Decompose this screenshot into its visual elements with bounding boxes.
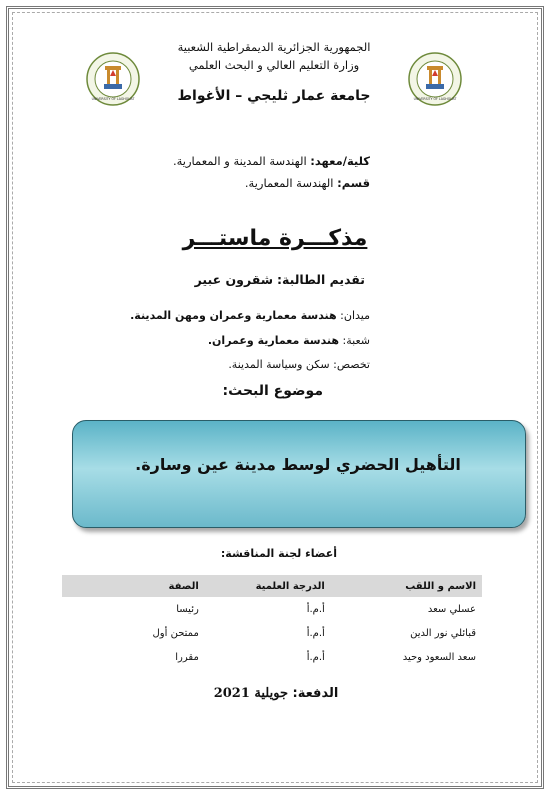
student-label: تقديم الطالبة: — [277, 272, 365, 287]
member-role: رئيسا — [176, 603, 199, 615]
member-role: مقررا — [175, 651, 199, 663]
branch-value: هندسة معمارية وعمران. — [207, 334, 340, 347]
branch-line — [50, 334, 370, 347]
committee-title: أعضاء لجنة المناقشة: — [220, 547, 337, 560]
logo-text-right: UNIVERSITY OF LAGHOUAT — [413, 97, 457, 101]
topic-label: موضوع البحث: — [222, 383, 323, 399]
cohort-value: جويلية 2021 — [213, 686, 288, 701]
committee-header-row — [62, 575, 482, 597]
committee-table — [62, 575, 482, 669]
member-name: قبائلي نور الدين — [410, 627, 476, 639]
topic-title: التأهيل الحضري لوسط مدينة عين وسارة. — [135, 455, 461, 474]
table-row — [62, 597, 482, 621]
cohort-line — [176, 686, 376, 701]
department-label: قسم: — [337, 176, 370, 190]
table-row — [62, 621, 482, 645]
faculty-line — [70, 154, 370, 168]
member-name: عسلي سعد — [427, 603, 476, 615]
student-name: شقرون عبير — [194, 272, 274, 287]
member-degree: أ.م.أ — [306, 603, 325, 615]
specialty-line — [50, 358, 370, 371]
header-name: الاسم و اللقب — [331, 575, 482, 597]
faculty-label: كلية/معهد: — [310, 154, 370, 168]
logo-text-left: UNIVERSITY OF LAGHOUAT — [91, 97, 135, 101]
member-name: سعد السعود وحيد — [402, 651, 476, 663]
cohort-label: الدفعة: — [292, 686, 339, 701]
department-value: الهندسة المعمارية. — [244, 176, 334, 190]
member-role: ممتحن أول — [152, 627, 199, 639]
specialty-value: سكن وسياسة المدينة. — [228, 358, 330, 371]
header-degree: الدرجة العلمية — [205, 575, 331, 597]
department-line — [70, 176, 370, 190]
member-degree: أ.م.أ — [306, 627, 325, 639]
branch-label: شعبة: — [342, 334, 370, 347]
field-value: هندسة معمارية وعمران ومهن المدينة. — [130, 309, 337, 322]
member-degree: أ.م.أ — [306, 651, 325, 663]
field-label: ميدان: — [340, 309, 370, 322]
republic-name: الجمهورية الجزائرية الديمقراطية الشعبية — [177, 40, 371, 54]
document-title: مذكـــرة ماستـــر — [182, 226, 368, 251]
specialty-label: تخصص: — [333, 358, 370, 371]
topic-box — [72, 420, 526, 528]
university-logo-right — [408, 52, 462, 106]
student-line — [65, 272, 365, 287]
table-row — [62, 645, 482, 669]
ministry-name: وزارة التعليم العالي و البحث العلمي — [188, 58, 360, 72]
university-logo-left — [86, 52, 140, 106]
university-name: جامعة عمار ثليجي – الأغواط — [177, 88, 371, 104]
faculty-value: الهندسة المدينة و المعمارية. — [172, 154, 307, 168]
header-role: الصفة — [62, 575, 205, 597]
field-line — [50, 309, 370, 322]
